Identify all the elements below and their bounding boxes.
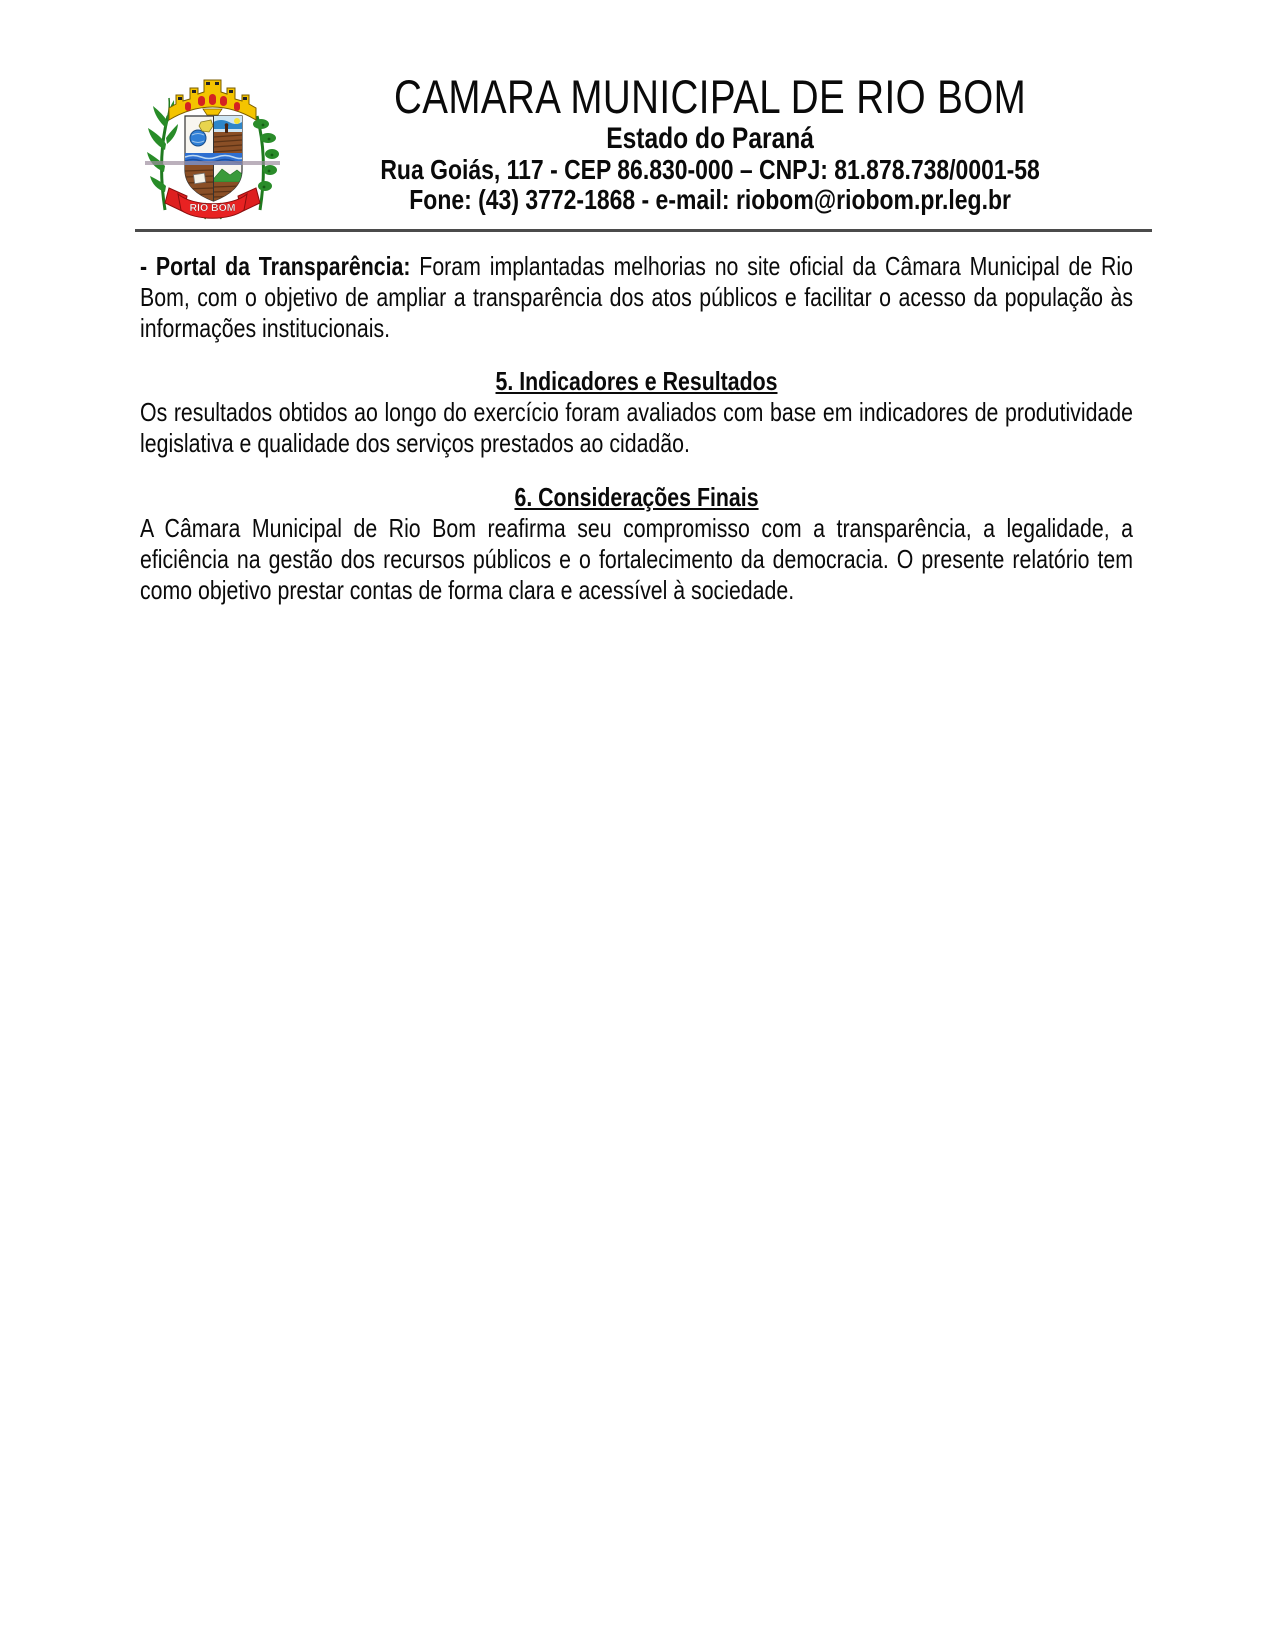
letterhead (280, 72, 1140, 215)
paragraph-portal-transparencia (140, 251, 1133, 344)
scan-stripe (145, 161, 280, 165)
org-title: CAMARA MUNICIPAL DE RIO BOM (394, 70, 1027, 123)
coat-of-arms-icon (145, 58, 280, 220)
paragraph-lead-bold: - Portal da Transparência: (140, 251, 411, 281)
section-5-paragraph: Os resultados obtidos ao longo do exercício foram avaliados com base em indicadores de produtividade legislativa e qualidade dos serviços prestados ao cidadão. (140, 397, 1134, 458)
document-body (140, 251, 1133, 606)
rio-bom-coat-of-arms-svg (145, 58, 280, 220)
section-6-heading: 6. Considerações Finais (514, 482, 759, 512)
header-divider (135, 229, 1152, 232)
org-state: Estado do Paraná (606, 122, 814, 155)
org-address-line: Rua Goiás, 117 - CEP 86.830-000 – CNPJ: 81.878.738/0001-58 (380, 154, 1040, 185)
ribbon-text: RIO BOM (189, 202, 236, 214)
section-5-heading: 5. Indicadores e Resultados (495, 366, 778, 396)
org-contact-line: Fone: (43) 3772-1868 - e-mail: riobom@riobom.pr.leg.br (409, 184, 1011, 215)
shield-crest (203, 109, 222, 115)
paragraph-lead-rest: Foram implantadas melhorias no site oficial da Câmara Municipal de Rio Bom, com o objetivo de ampliar a transparência dos atos públicos e facilitar o acesso da população às informações institucionais. (140, 251, 1134, 343)
section-6-paragraph: A Câmara Municipal de Rio Bom reafirma seu compromisso com a transparência, a legalidade, a eficiência na gestão dos recursos públicos e o fortalecimento da democracia. O presente relatório tem como objetivo prestar contas de forma clara e acessível à sociedade. (140, 513, 1134, 605)
